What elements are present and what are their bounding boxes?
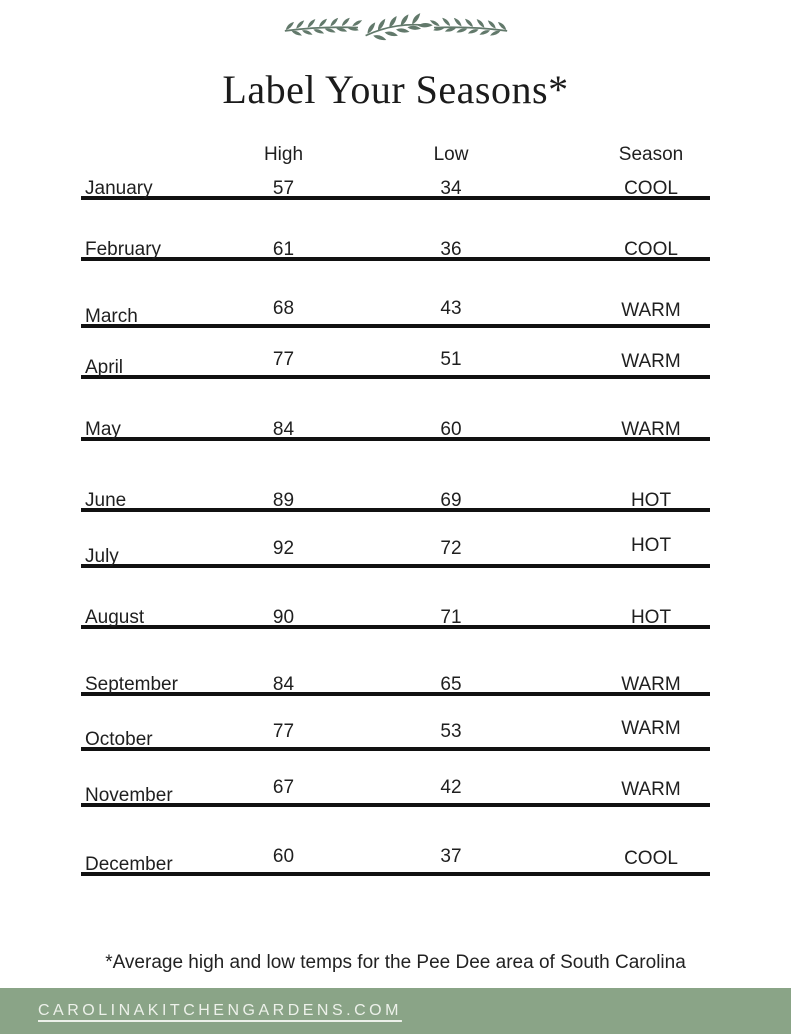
cell-season: WARM [621, 779, 681, 800]
cell-low: 53 [440, 721, 462, 742]
column-header-season: Season [618, 144, 684, 165]
cell-low: 65 [440, 674, 462, 695]
cell-month: January [85, 178, 153, 199]
cell-high: 67 [272, 777, 295, 798]
table-row [81, 607, 710, 629]
cell-low: 60 [440, 419, 462, 440]
cell-low: 71 [440, 607, 462, 628]
cell-month: November [85, 785, 173, 806]
cell-high: 61 [272, 239, 295, 260]
table-row [81, 777, 710, 807]
cell-month: August [85, 607, 145, 628]
table-row [81, 298, 710, 328]
table-row [81, 349, 710, 379]
cell-season: WARM [621, 674, 681, 695]
cell-season: WARM [621, 300, 681, 321]
website-link[interactable]: CAROLINAKITCHENGARDENS.COM [38, 1002, 402, 1019]
cell-season: COOL [624, 239, 678, 260]
footnote: *Average high and low temps for the Pee Dee area of South Carolina [105, 952, 686, 973]
cell-month: December [85, 854, 173, 875]
cell-low: 43 [440, 298, 462, 319]
cell-month: April [85, 357, 124, 378]
cell-month: July [85, 546, 119, 567]
cell-high: 60 [272, 846, 295, 867]
table-row [81, 490, 710, 512]
cell-month: May [85, 419, 121, 440]
cell-month: February [85, 239, 162, 260]
cell-high: 77 [272, 349, 295, 370]
cell-high: 92 [272, 538, 295, 559]
table-row [81, 178, 710, 200]
cell-high: 84 [272, 419, 295, 440]
cell-season: HOT [630, 607, 672, 628]
cell-high: 68 [272, 298, 295, 319]
cell-high: 89 [272, 490, 295, 511]
table-row [81, 674, 710, 696]
cell-season: HOT [630, 490, 672, 511]
cell-season: HOT [630, 535, 672, 556]
cell-low: 72 [440, 538, 462, 559]
table-body [81, 178, 710, 876]
cell-season: WARM [621, 419, 681, 440]
table-row [81, 239, 710, 261]
cell-high: 84 [272, 674, 295, 695]
cell-month: September [85, 674, 178, 695]
cell-low: 34 [440, 178, 462, 199]
cell-season: COOL [624, 178, 678, 199]
cell-month: March [85, 306, 138, 327]
page-title: Label Your Seasons* [222, 67, 569, 112]
column-header-high: High [263, 144, 304, 165]
cell-low: 42 [440, 777, 462, 798]
cell-month: June [85, 490, 127, 511]
cell-low: 69 [440, 490, 462, 511]
cell-high: 57 [272, 178, 295, 199]
cell-low: 51 [440, 349, 462, 370]
cell-month: October [85, 729, 153, 750]
cell-season: WARM [621, 718, 681, 739]
table-row [81, 846, 710, 876]
cell-low: 37 [440, 846, 462, 867]
cell-season: COOL [624, 848, 678, 869]
table-header-row [81, 144, 710, 166]
cell-high: 90 [272, 607, 295, 628]
cell-high: 77 [272, 721, 295, 742]
table-row [81, 535, 710, 568]
table-row [81, 718, 710, 751]
table-row [81, 419, 710, 441]
column-header-low: Low [433, 144, 469, 165]
footer-bar [0, 988, 791, 1034]
cell-season: WARM [621, 351, 681, 372]
cell-low: 36 [440, 239, 462, 260]
seasons-table [81, 144, 710, 876]
laurel-branch-icon [277, 10, 515, 48]
